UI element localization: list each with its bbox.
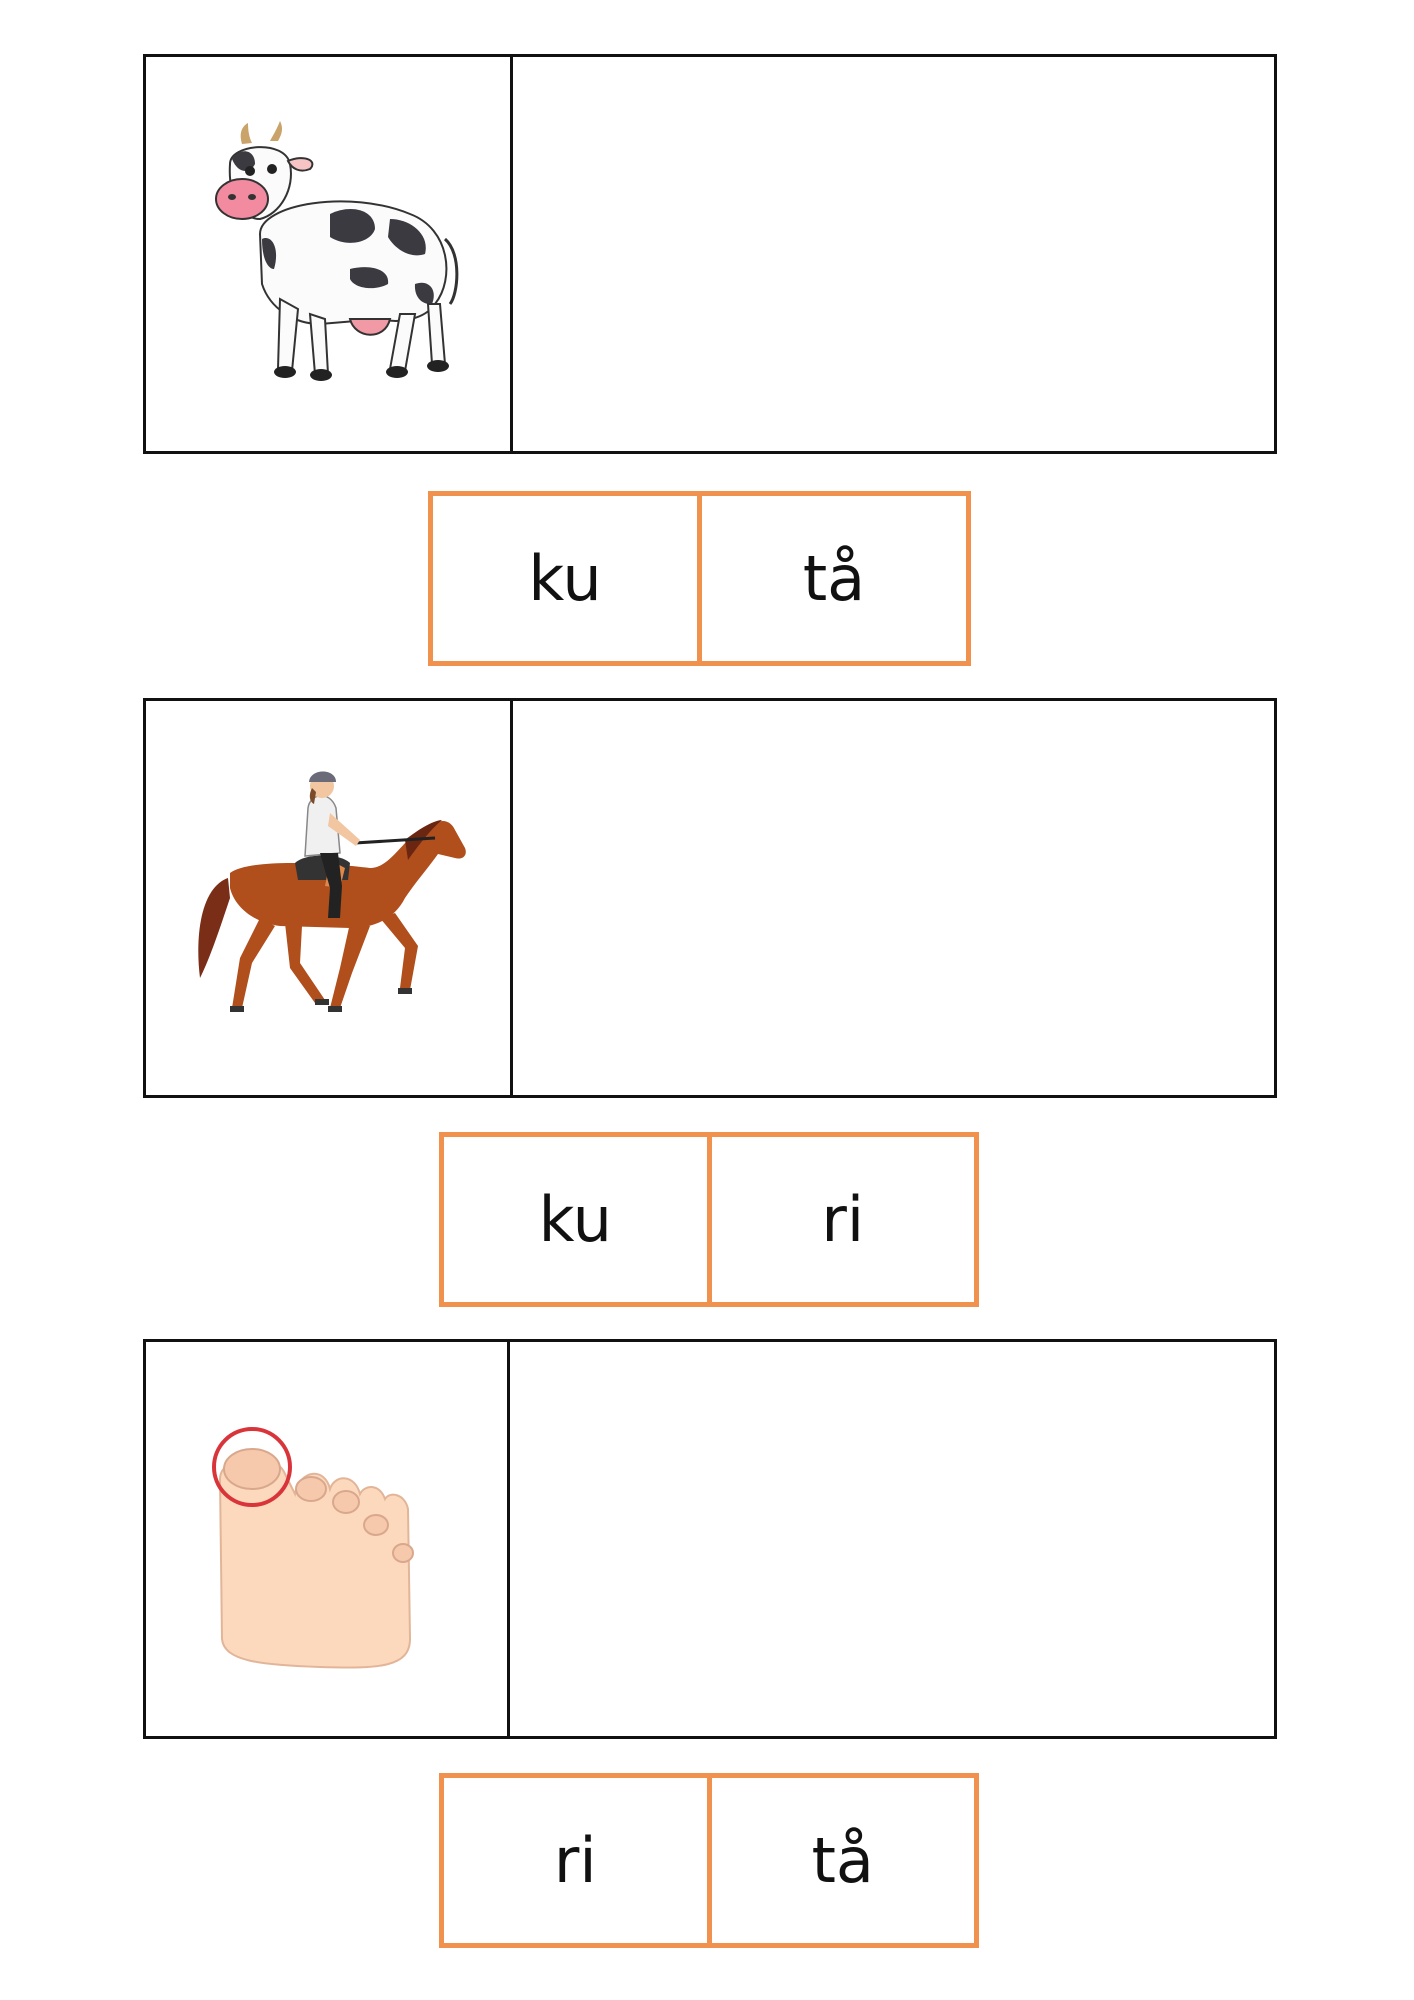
choice-row-2 <box>439 1132 979 1307</box>
choice-2b[interactable]: ri <box>707 1137 975 1302</box>
cow-illustration <box>146 57 513 451</box>
picture-box-2 <box>143 698 1277 1098</box>
picture-box-3 <box>143 1339 1277 1739</box>
horse-rider-illustration <box>146 701 513 1095</box>
answer-area-3[interactable] <box>510 1342 1274 1736</box>
big-toe-illustration <box>146 1342 513 1736</box>
choice-row-3 <box>439 1773 979 1948</box>
choice-2a[interactable]: ku <box>538 1183 612 1256</box>
answer-area-2[interactable] <box>513 701 1274 1095</box>
choice-3b[interactable]: tå <box>707 1778 975 1943</box>
choice-1a[interactable]: ku <box>528 542 602 615</box>
choice-3a[interactable]: ri <box>553 1824 597 1897</box>
choice-row-1 <box>428 491 971 666</box>
answer-area-1[interactable] <box>513 57 1274 451</box>
picture-box-1 <box>143 54 1277 454</box>
choice-1b[interactable]: tå <box>697 496 966 661</box>
